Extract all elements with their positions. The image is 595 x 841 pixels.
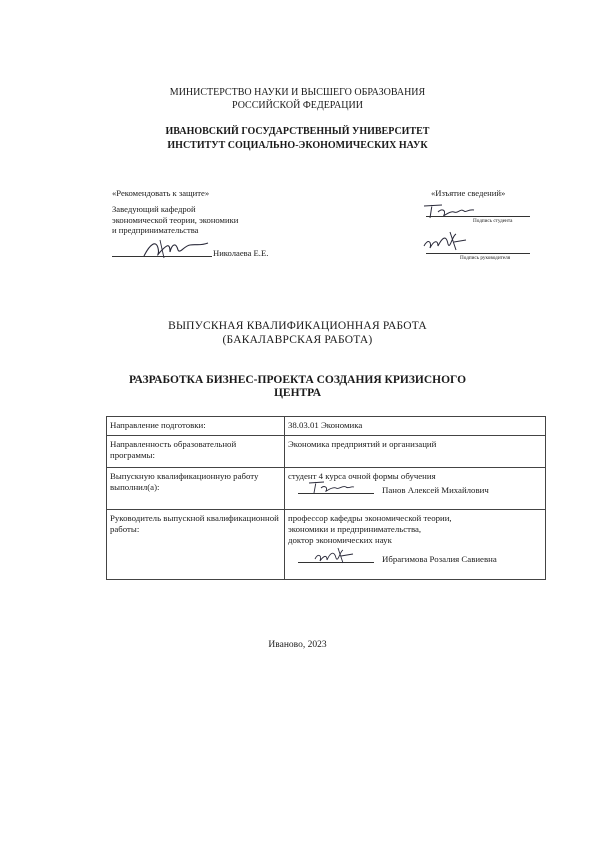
head-signature-icon xyxy=(140,236,212,262)
work-type-line-1: ВЫПУСКНАЯ КВАЛИФИКАЦИОННАЯ РАБОТА xyxy=(168,320,427,332)
table-row xyxy=(107,417,546,436)
author-signature-icon xyxy=(306,479,356,495)
row-value-program: Экономика предприятий и организаций xyxy=(285,436,546,468)
table-row xyxy=(107,468,546,510)
row-value-supervisor xyxy=(285,510,546,580)
supervisor-signature-line xyxy=(426,253,530,254)
row-value-direction: 38.03.01 Экономика xyxy=(285,417,546,436)
thesis-topic xyxy=(0,374,595,400)
work-type-line-2: (БАКАЛАВРСКАЯ РАБОТА) xyxy=(222,334,373,346)
supervisor-name: Ибрагимова Розалия Савиевна xyxy=(382,554,497,564)
supervisor-title-line-3: доктор экономических наук xyxy=(288,535,392,545)
department-head-line-1: Заведующий кафедрой xyxy=(112,204,196,214)
department-head-line-3: и предпринимательства xyxy=(112,225,199,235)
row-label-supervisor: Руководитель выпускной квалификационной работы: xyxy=(107,510,285,580)
university-name: ИВАНОВСКИЙ ГОСУДАРСТВЕННЫЙ УНИВЕРСИТЕТ xyxy=(165,126,430,137)
row-label-direction: Направление подготовки: xyxy=(107,417,285,436)
city-year: Иваново, 2023 xyxy=(268,640,327,650)
supervisor-signature-label: Подпись руководителя xyxy=(460,255,511,261)
thesis-topic-line-1: РАЗРАБОТКА БИЗНЕС-ПРОЕКТА СОЗДАНИЯ КРИЗИСНОГО xyxy=(128,374,467,386)
row-label-program: Направленность образовательной программы: xyxy=(107,436,285,468)
department-head-line-2: экономической теории, экономики xyxy=(112,214,239,225)
student-signature-line xyxy=(426,216,530,217)
author-description: студент 4 курса очной формы обучения xyxy=(288,471,436,481)
institute-name: ИНСТИТУТ СОЦИАЛЬНО-ЭКОНОМИЧЕСКИХ НАУК xyxy=(167,140,428,151)
withdrawal-title: «Изъятие сведений» xyxy=(431,188,506,198)
student-signature-icon xyxy=(420,200,476,222)
ministry-line-2: РОССИЙСКОЙ ФЕДЕРАЦИИ xyxy=(232,100,363,111)
author-signature-row xyxy=(288,485,542,496)
row-value-author xyxy=(285,468,546,510)
ministry-line-1: МИНИСТЕРСТВО НАУКИ И ВЫСШЕГО ОБРАЗОВАНИЯ xyxy=(169,87,426,98)
row-label-author: Выпускную квалификационную работу выполнил(а): xyxy=(107,468,285,510)
thesis-info-table xyxy=(106,416,546,580)
table-row xyxy=(107,436,546,468)
ministry-block xyxy=(0,86,595,112)
author-name: Панов Алексей Михайлович xyxy=(382,485,489,495)
supervisor-table-signature-icon xyxy=(312,545,356,565)
student-signature-label: Подпись студента xyxy=(473,218,513,224)
supervisor-table-signature-line xyxy=(298,562,374,563)
supervisor-signature-row xyxy=(288,554,542,565)
supervisor-title-line-1: профессор кафедры экономической теории, xyxy=(288,513,452,523)
university-block xyxy=(0,125,595,153)
author-signature-line xyxy=(298,493,374,494)
supervisor-title-line-2: экономики и предпринимательства, xyxy=(288,524,422,534)
recommend-label: «Рекомендовать к защите» xyxy=(112,188,210,198)
table-row xyxy=(107,510,546,580)
work-type-block xyxy=(0,319,595,347)
supervisor-signature-icon xyxy=(420,228,470,254)
thesis-topic-line-2: ЦЕНТРА xyxy=(273,387,322,399)
department-head-block xyxy=(112,204,238,236)
department-head-name: Николаева Е.Е. xyxy=(213,248,269,258)
